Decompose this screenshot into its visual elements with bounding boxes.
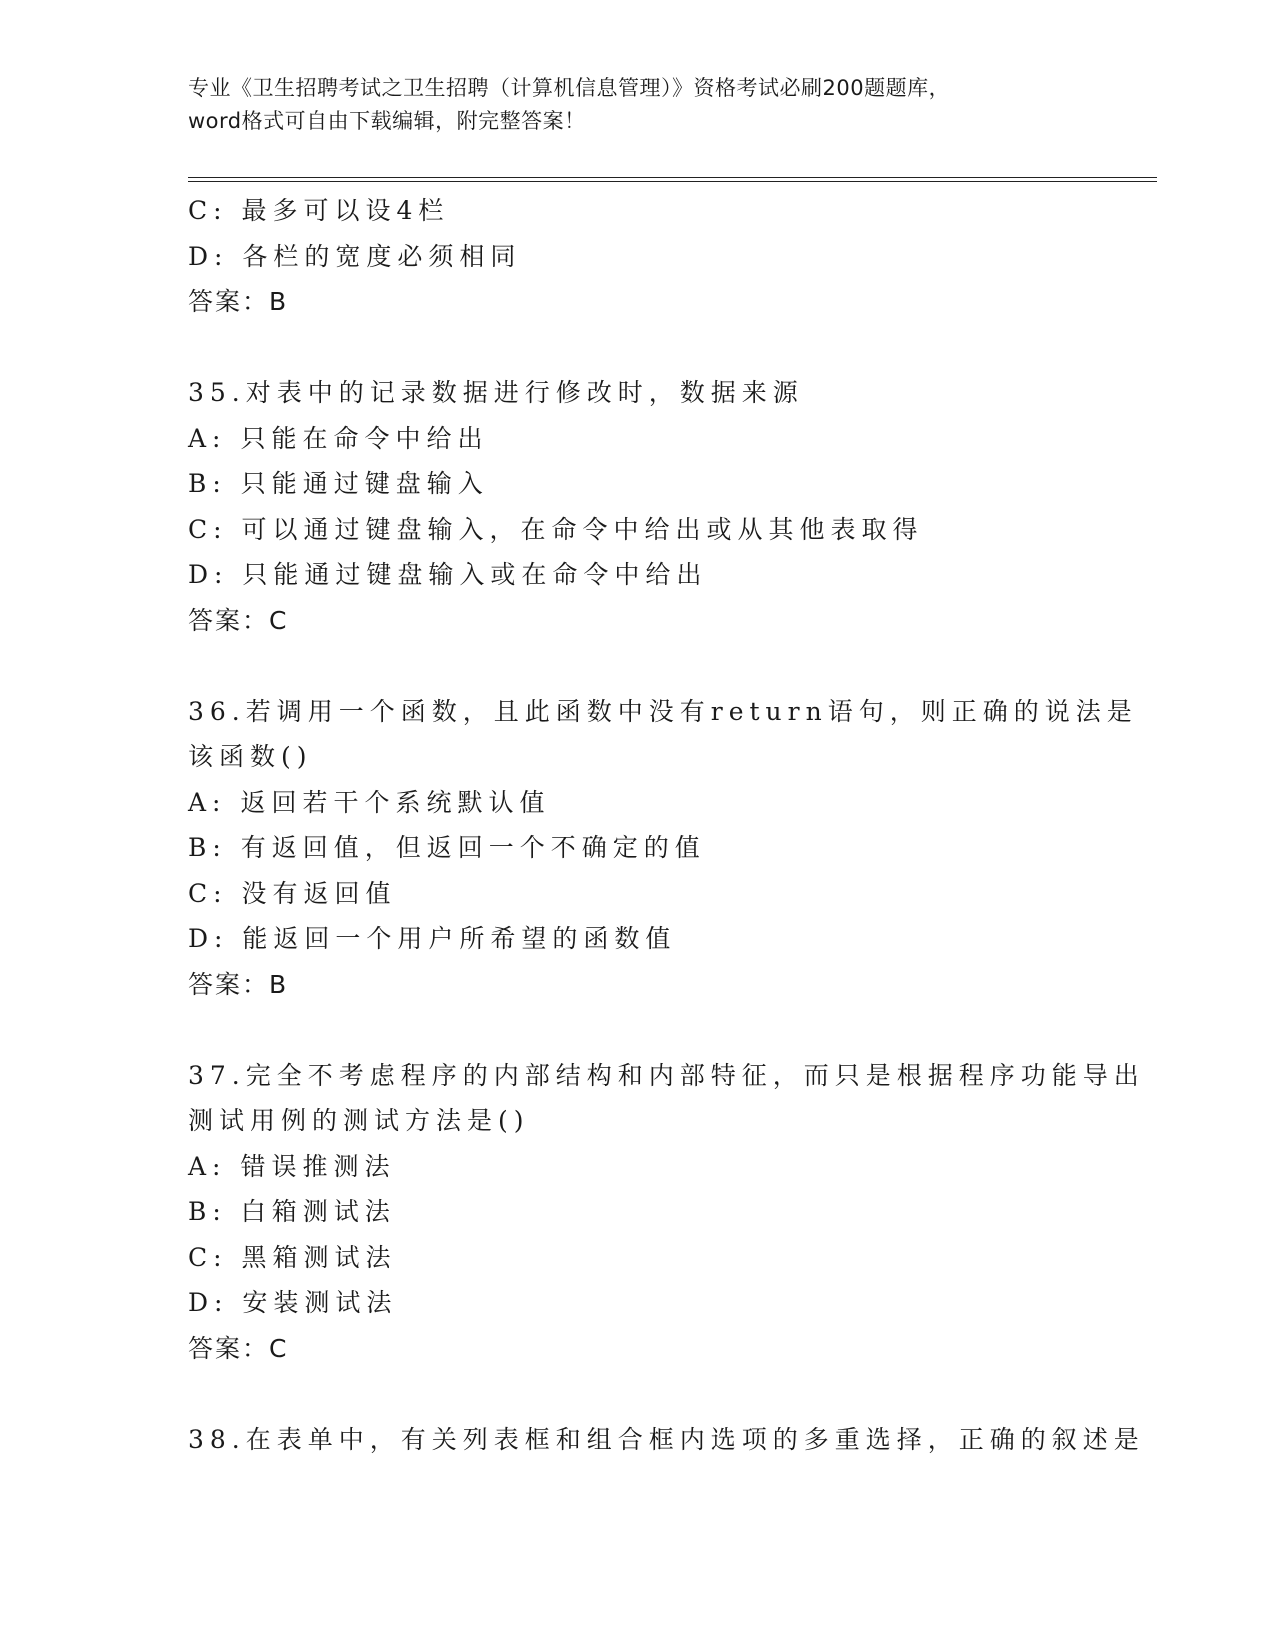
question-title: 35.对表中的记录数据进行修改时，数据来源 <box>188 378 804 407</box>
question-list <box>188 188 1145 1462</box>
prev-question <box>188 188 1088 325</box>
option-text: 黑箱测试法 <box>241 1242 397 1272</box>
question-title: 38.在表单中，有关列表框和组合框内选项的多重选择，正确的叙述是 <box>188 1424 1145 1454</box>
spacer <box>188 643 1088 689</box>
option-label: B: <box>188 1197 227 1226</box>
answer-line: 答案：C <box>188 1333 289 1363</box>
option-label: D: <box>188 1288 229 1317</box>
option-line <box>188 1280 1088 1326</box>
option-line <box>188 916 1088 962</box>
option-text: 可以通过键盘输入，在命令中给出或从其他表取得 <box>241 514 924 544</box>
spacer <box>188 1371 1088 1417</box>
document-header <box>188 72 1088 138</box>
option-text: 没有返回值 <box>241 878 397 908</box>
option-label: D: <box>188 560 229 589</box>
option-label: B: <box>188 469 227 498</box>
option-label: C: <box>188 878 228 908</box>
option-label: A: <box>188 787 227 817</box>
option-text: 能返回一个用户所希望的函数值 <box>242 924 677 953</box>
option-text: 有返回值，但返回一个不确定的值 <box>240 833 706 862</box>
option-line <box>188 1235 1088 1281</box>
header-double-rule <box>188 177 1157 182</box>
option-label: C: <box>188 196 228 225</box>
spacer <box>188 1007 1088 1053</box>
option-label: B: <box>188 833 227 862</box>
spacer <box>188 325 1088 371</box>
question-title: 37.完全不考虑程序的内部结构和内部特征，而只是根据程序功能导出 <box>188 1060 1145 1090</box>
option-line <box>188 780 1088 826</box>
option-text: 只能通过键盘输入 <box>240 469 489 498</box>
option-text: 只能通过键盘输入或在命令中给出 <box>242 560 708 589</box>
option-line <box>188 552 1088 598</box>
option-text: 各栏的宽度必须相同 <box>242 241 522 271</box>
option-label: A: <box>188 423 227 453</box>
question-35 <box>188 370 1088 643</box>
option-text: 返回若干个系统默认值 <box>240 787 551 817</box>
option-text: 错误推测法 <box>240 1151 396 1181</box>
option-label: C: <box>188 1242 228 1272</box>
option-line <box>188 825 1088 871</box>
option-line <box>188 188 1088 234</box>
header-line-2: word格式可自由下载编辑，附完整答案！ <box>188 109 586 133</box>
option-text: 只能在命令中给出 <box>240 423 489 453</box>
question-38 <box>188 1417 1145 1463</box>
option-line <box>188 416 1088 462</box>
header-line-1: 专业《卫生招聘考试之卫生招聘（计算机信息管理）》资格考试必刷200题题库， <box>188 76 951 100</box>
question-37 <box>188 1053 1145 1372</box>
option-line <box>188 234 1088 280</box>
question-title-continued: 测试用例的测试方法是() <box>188 1106 530 1135</box>
option-text: 最多可以设4栏 <box>241 196 450 225</box>
option-label: D: <box>188 924 229 953</box>
answer-line: 答案：B <box>188 969 289 999</box>
question-36 <box>188 689 1138 1008</box>
option-text: 安装测试法 <box>242 1288 398 1317</box>
option-line <box>188 871 1088 917</box>
answer-line: 答案：C <box>188 605 289 635</box>
option-text: 白箱测试法 <box>240 1197 396 1226</box>
option-label: D: <box>188 241 229 271</box>
option-line <box>188 461 1088 507</box>
option-line <box>188 1189 1088 1235</box>
option-label: A: <box>188 1151 227 1181</box>
option-line <box>188 1144 1088 1190</box>
option-line <box>188 507 1088 553</box>
question-title: 36.若调用一个函数，且此函数中没有return语句，则正确的说法是 <box>188 696 1138 726</box>
option-label: C: <box>188 514 228 544</box>
answer-line: 答案：B <box>188 287 289 316</box>
question-title-continued: 该函数() <box>188 742 313 771</box>
